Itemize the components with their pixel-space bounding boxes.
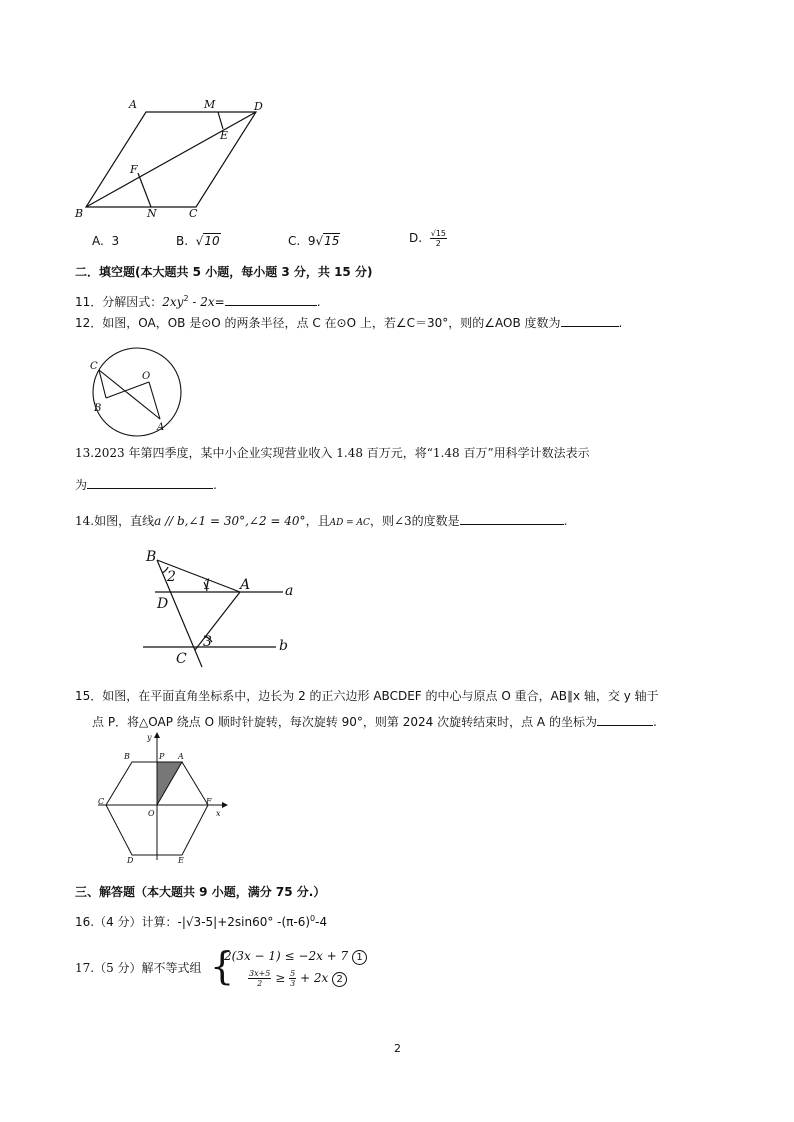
label-b: B (146, 549, 157, 565)
answer-blank-14[interactable] (460, 512, 564, 525)
figure-parallel-lines (140, 545, 300, 670)
question-15-line-2: 点 P．将△OAP 绕点 O 顺时针旋转，每次旋转 90°，则第 2024 次旋转结束时，点 A 的坐标为 . (92, 715, 657, 729)
label-d: D (157, 596, 169, 612)
option-a: A. 3 (92, 234, 120, 248)
line-b-label: b (279, 638, 288, 654)
label-e: E (178, 856, 184, 865)
label-m: M (204, 98, 216, 111)
answer-blank-15[interactable] (597, 713, 653, 726)
section-2-title: 二．填空题(本大题共 5 小题，每小题 3 分，共 15 分) (75, 265, 373, 279)
label-c: C (90, 361, 98, 372)
label-d: D (127, 856, 134, 865)
option-d: D. $\frac{√15}{2}$ (409, 229, 446, 248)
page-number: 2 (394, 1042, 401, 1055)
question-12: 12．如图，OA，OB 是⊙O 的两条半径，点 C 在⊙O 上，若∠C＝30°，则的∠AOB 度数为 . (75, 316, 623, 330)
label-f: F (130, 163, 138, 176)
angle-3: 3 (203, 634, 212, 650)
angle-2: 2 (167, 569, 176, 585)
label-a: A (129, 98, 137, 111)
label-f: F (206, 797, 212, 806)
system-brace: { (210, 944, 235, 988)
figure-parallelogram (70, 95, 270, 225)
option-c: C. 9√15 (288, 234, 340, 248)
circled-mark-2: 2 (332, 972, 347, 987)
line-a-label: a (285, 583, 294, 599)
inequality-2: $\frac{3x+5}{2}$ ≥ $\frac{5}{3}$ + 2x 2 (248, 969, 347, 988)
label-a: A (157, 422, 165, 433)
question-11: 11．分解因式：$2xy^2 - 2x=$ . (75, 294, 321, 309)
axis-y-label: y (147, 733, 152, 742)
question-13-line-1: 13.2023 年第四季度，某中小企业实现营业收入 1.48 百万元，将“1.48 百万”用科学计数法表示 (75, 446, 590, 460)
question-16: 16.（4 分）计算：-|√3-5|+2sin60° $-(\pi-6)^0-4$ (75, 914, 328, 929)
label-c: C (98, 797, 105, 806)
label-a: A (178, 752, 184, 761)
section-3-title: 三、解答题（本大题共 9 小题，满分 75 分.） (75, 885, 326, 899)
figure-circle (88, 355, 198, 435)
axis-x-label: x (216, 809, 221, 818)
label-n: N (147, 207, 157, 220)
label-b: B (94, 403, 102, 414)
question-17-prefix: 17.（5 分）解不等式组 (75, 961, 202, 975)
question-15-line-1: 15．如图，在平面直角坐标系中，边长为 2 的正六边形 ABCDEF 的中心与原点 O 重合，AB∥x 轴，交 y 轴于 (75, 689, 659, 703)
figure-hexagon (92, 730, 232, 870)
label-e: E (220, 129, 229, 142)
label-a: A (240, 577, 251, 593)
question-13-line-2: 为 . (75, 478, 217, 492)
question-14: 14.如图，直线a // b,∠1 = 30°,∠2 = 40°，且AD = AC，则∠3的度数是 . (75, 514, 568, 528)
label-o: O (148, 809, 155, 818)
answer-blank-11[interactable] (225, 293, 317, 306)
label-b: B (124, 752, 130, 761)
angle-1: 1 (203, 577, 212, 593)
answer-blank-13[interactable] (87, 476, 213, 489)
option-b: B. √10 (176, 234, 220, 248)
label-d: D (254, 100, 263, 113)
label-o: O (142, 371, 151, 382)
inequality-1: 2(3x − 1) ≤ −2x + 7 1 (224, 948, 367, 965)
label-c: C (189, 207, 198, 220)
label-p: P (159, 752, 165, 761)
circled-mark-1: 1 (352, 950, 367, 965)
label-b: B (75, 207, 84, 220)
label-c: C (176, 651, 187, 667)
answer-blank-12[interactable] (561, 314, 619, 327)
